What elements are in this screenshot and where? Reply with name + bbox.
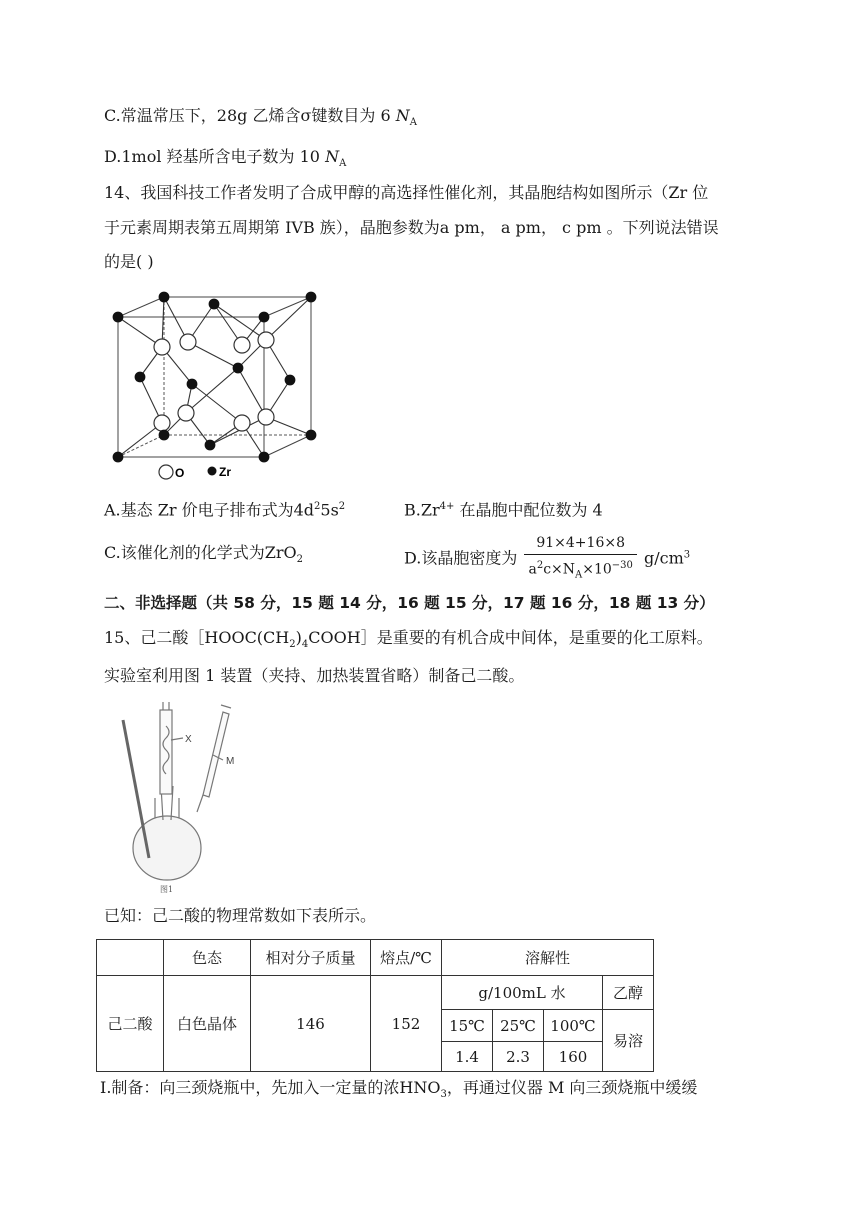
cell-edges	[118, 297, 311, 457]
temp-15-cell: 15℃	[442, 1010, 493, 1042]
oxygen-atoms	[154, 332, 274, 431]
solubility-25-cell: 2.3	[493, 1042, 544, 1072]
water-subheader: g/100mL 水	[442, 976, 603, 1010]
crystal-cell-figure	[104, 285, 334, 480]
q14-option-d: D.该晶胞密度为 $\frac{91\times 4+16\times 8}{a^2c\times N_A\times 10^{-30}}$ $g/cm^3$	[404, 532, 690, 586]
apparatus-figure	[105, 700, 265, 895]
q14-option-c: C.该催化剂的化学式为ZrO$_2$	[104, 543, 304, 566]
q14-stem-line-1: 14、我国科技工作者发明了合成甲醇的高选择性催化剂，其晶胞结构如图所示（Zr 位	[104, 183, 709, 202]
bond-lines	[118, 297, 311, 457]
ethanol-subheader: 乙醇	[603, 976, 654, 1010]
part-1-line: Ⅰ.制备：向三颈烧瓶中，先加入一定量的浓$HNO_3$，再通过仪器 M 向三颈烧瓶中缓缓	[100, 1078, 698, 1101]
density-fraction: $\frac{91\times 4+16\times 8}{a^2c\times N_A\times 10^{-30}}$	[524, 532, 636, 586]
q14-option-a: A.基态 Zr 价电子排布式为$4d^25s^2$	[104, 500, 346, 520]
legend-oxygen-icon	[159, 465, 173, 479]
header-molecular-weight: 相对分子质量	[251, 940, 371, 976]
avogadro-symbol: N	[325, 147, 340, 166]
label-m: M	[226, 756, 235, 767]
known-statement: 已知：己二酸的物理常数如下表所示。	[104, 906, 377, 925]
legend-oxygen-label: O	[175, 466, 185, 480]
dropping-funnel-m	[203, 712, 229, 797]
q13-option-c: C.常温常压下，28g 乙烯含σ键数目为 6 $N_A$	[104, 106, 417, 129]
q14-stem-line-2: 于元素周期表第五周期第 IVB 族），晶胞参数为a pm， a pm， c pm 。下列说法错误	[104, 218, 719, 237]
row-name-cell: 己二酸	[97, 976, 164, 1072]
figure-caption: 图1	[160, 885, 174, 894]
header-color-state: 色态	[164, 940, 251, 976]
temp-25-cell: 25℃	[493, 1010, 544, 1042]
header-melting-point: 熔点/℃	[371, 940, 442, 976]
solubility-100-cell: 160	[544, 1042, 603, 1072]
properties-table	[96, 939, 654, 1072]
cell-hidden-edges	[118, 297, 311, 457]
temp-100-cell: 100℃	[544, 1010, 603, 1042]
section-heading: 二、非选择题（共 58 分，15 题 14 分，16 题 15 分，17 题 16 分，18 题 13 分）	[104, 594, 715, 612]
avogadro-symbol: N	[395, 106, 410, 125]
q13-option-d: D.1mol 羟基所含电子数为 10 $N_A$	[104, 147, 347, 170]
q15-stem-line-1: 15、己二酸$[HOOC(CH_2)_4COOH]$是重要的有机合成中间体，是重要的化工原料。	[104, 628, 713, 651]
label-x: X	[185, 734, 192, 745]
legend-zirconium-label: Zr	[219, 465, 231, 479]
q14-option-b: $B.Zr^{4+}$ 在晶胞中配位数为 4	[404, 500, 603, 520]
ethanol-solubility-cell: 易溶	[603, 1010, 654, 1072]
table-corner-cell	[97, 940, 164, 976]
legend-zirconium-icon	[208, 467, 217, 476]
header-solubility: 溶解性	[442, 940, 654, 976]
condenser-x	[160, 710, 172, 794]
q15-stem-line-2: 实验室利用图 1 装置（夹持、加热装置省略）制备己二酸。	[104, 666, 525, 685]
color-state-cell: 白色晶体	[164, 976, 251, 1072]
molecular-weight-cell: 146	[251, 976, 371, 1072]
q14-stem-line-3: 的是( )	[104, 252, 154, 271]
solubility-15-cell: 1.4	[442, 1042, 493, 1072]
melting-point-cell: 152	[371, 976, 442, 1072]
